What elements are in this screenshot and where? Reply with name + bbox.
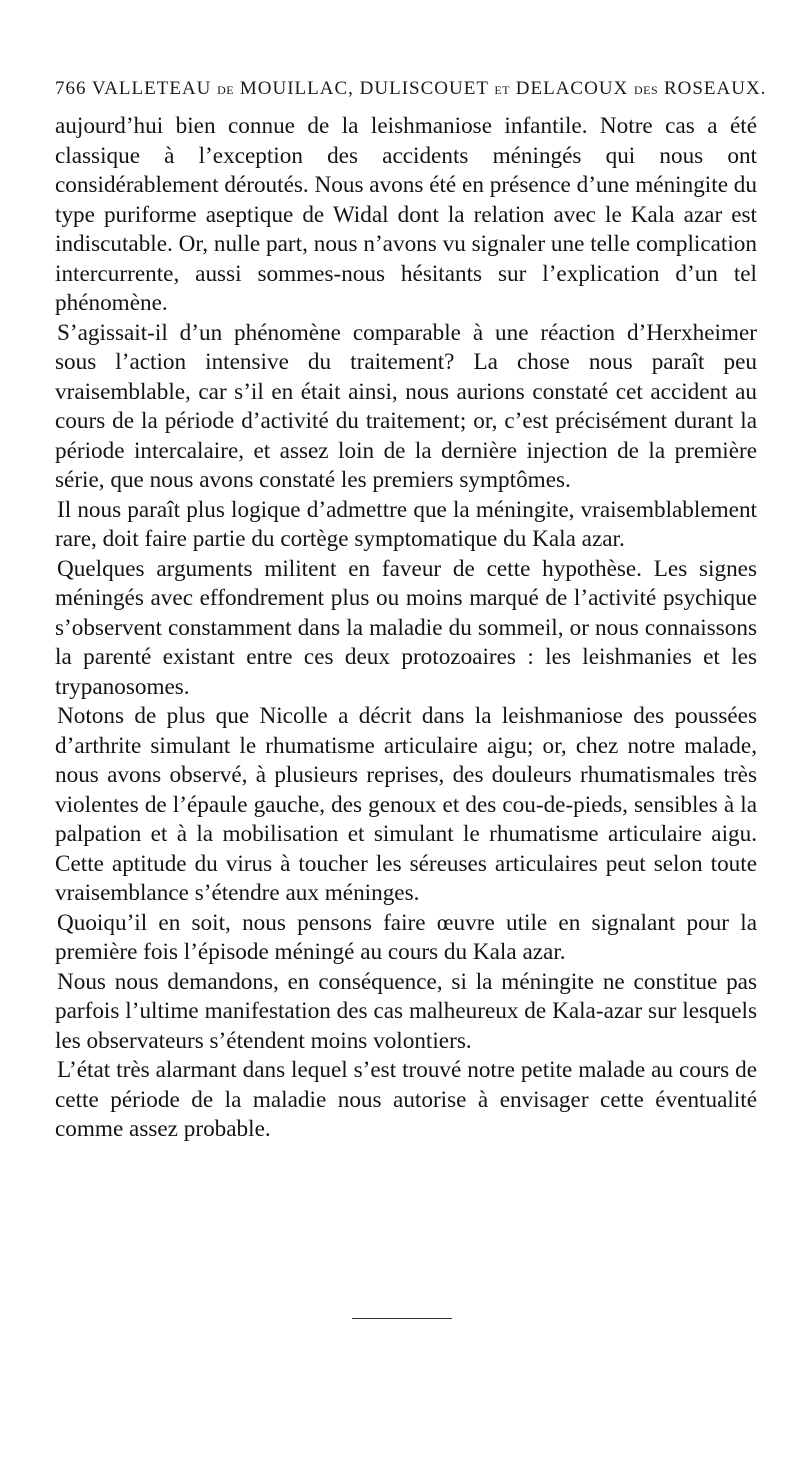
author-name: DELACOUX [515,78,629,99]
author-conjunction: ET [494,83,511,97]
paragraph: Quelques arguments militent en faveur de cette hypothèse. Les signes méningés avec effondrement plus ou moins marqué de l’activité psychique s’observent constamment dans la maladie du sommeil, or nous connaissons la parenté existant entre ces deux protozoaires : les leishmanies et les trypanosomes. [55,555,757,700]
body-text [55,112,757,1145]
running-head [55,78,767,104]
author-particle: DES [634,83,659,97]
paragraph: Notons de plus que Nicolle a décrit dans la leishmaniose des poussées d’arthrite simulant le rhumatisme articulaire aigu; or, chez notre malade, nous avons observé, à plusieurs reprises, des douleurs rhumatismales très violentes de l’épaule gauche, des genoux et des cou-de-pieds, sensibles à la palpation et à la mobilisation et simulant le rhumatisme articulaire aigu. Cette aptitude du virus à toucher les séreuses articulaires peut selon toute vraisemblance s’étendre aux méninges. [55,703,757,906]
page-number: 766 [55,78,87,99]
paragraph: L’état très alarmant dans lequel s’est trouvé notre petite malade au cours de cette période de la maladie nous autorise à envisager cette éventualité comme assez probable. [55,1057,757,1142]
author-name: VALLETEAU [91,78,212,99]
paragraph: Il nous paraît plus logique d’admettre que la méningite, vraisemblablement rare, doit faire partie du cortège symptomatique du Kala azar. [55,496,757,552]
paragraph: Nous nous demandons, en conséquence, si la méningite ne constitue pas parfois l’ultime manifestation des cas malheureux de Kala-azar sur lesquels les observateurs s’étendent moins volontiers. [55,968,757,1054]
end-rule [352,1318,452,1319]
author-name: MOUILLAC, DULISCOUET [239,78,489,99]
paragraph: S’agissait-il d’un phénomène comparable à une réaction d’Herxheimer sous l’action intensive du traitement? La chose nous paraît peu vraisemblable, car s’il en était ainsi, nous aurions constaté cet accident au cours de la période d’activité du traitement; or, c’est précisément durant la période intercalaire, et assez loin de la dernière injection de la première série, que nous avons constaté les premiers symptômes. [55,319,757,493]
paragraph: Quoiqu’il en soit, nous pensons faire œuvre utile en signalant pour la première fois l’épisode méningé au cours du Kala azar. [55,909,757,965]
author-name: ROSEAUX. [663,78,767,99]
paragraph: aujourd’hui bien connue de la leishmaniose infantile. Notre cas a été classique à l’exception des accidents méningés qui nous ont considérablement déroutés. Nous avons été en présence d’une méningite du type puriforme aseptique de Widal dont la relation avec le Kala azar est indiscutable. Or, nulle part, nous n’avons vu signaler une telle complication intercurrente, aussi sommes-nous hésitants sur l’explication d’un tel phénomène. [55,113,757,316]
author-particle: DE [217,83,235,97]
